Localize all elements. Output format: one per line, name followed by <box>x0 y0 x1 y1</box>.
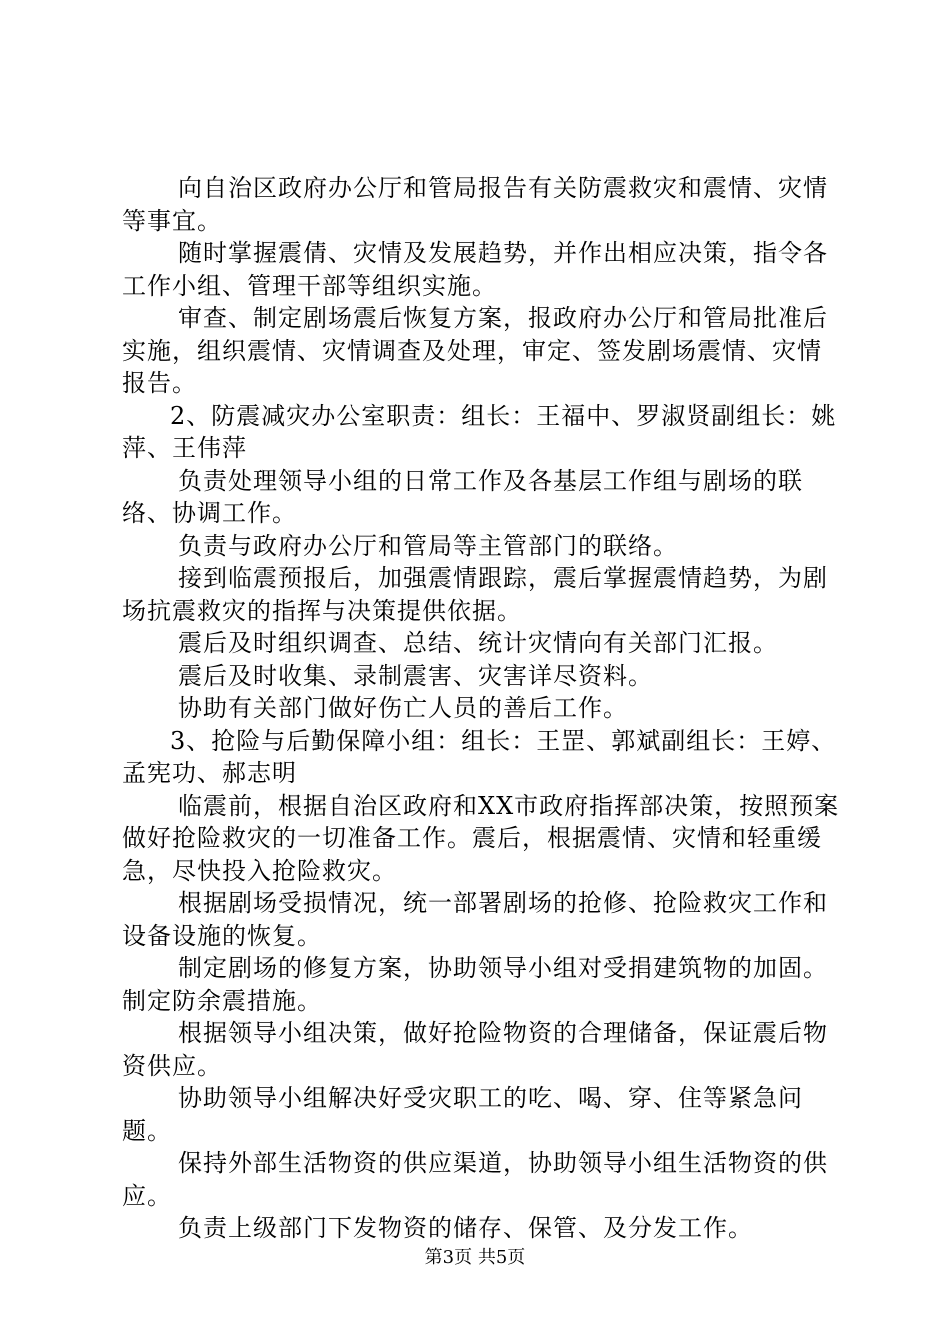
paragraph-5: 负责处理领导小组的日常工作及各基层工作组与剧场的联络、协调工作。 <box>122 466 803 527</box>
paragraph-14: 制定剧场的修复方案，协助领导小组对受捐建筑物的加固。制定防余震措施。 <box>122 954 828 1015</box>
section-heading-rescue: 3、抢险与后勤保障小组：组长：王罡、郭斌副组长：王婷、孟宪功、郝志明 <box>122 726 837 787</box>
paragraph-18: 负责上级部门下发物资的储存、保管、及分发工作。 <box>178 1214 753 1242</box>
paragraph-7: 接到临震预报后，加强震情跟踪，震后掌握震情趋势，为剧场抗震救灾的指挥与决策提供依据。 <box>122 564 828 625</box>
paragraph-12: 临震前，根据自治区政府和XX市政府指挥部决策，按照预案做好抢险救灾的一切准备工作。震后，根据震情、灾情和轻重缓急，尽快投入抢险救灾。 <box>122 791 840 885</box>
paragraph-10: 协助有关部门做好伤亡人员的善后工作。 <box>178 694 628 722</box>
section-heading-office: 2、防震减灾办公室职责：组长：王福中、罗淑贤副组长：姚萍、王伟萍 <box>122 401 837 462</box>
paragraph-15: 根据领导小组决策，做好抢险物资的合理储备，保证震后物资供应。 <box>122 1019 828 1080</box>
paragraph-3: 审查、制定剧场震后恢复方案，报政府办公厅和管局批准后实施，组织震情、灾情调查及处理，审定、签发剧场震情、灾情报告。 <box>122 304 828 397</box>
paragraph-1: 向自治区政府办公厅和管局报告有关防震救灾和震情、灾情等事宜。 <box>122 174 828 235</box>
paragraph-9: 震后及时收集、录制震害、灾害详尽资料。 <box>178 661 653 690</box>
paragraph-2: 随时掌握震倩、灾情及发展趋势，并作出相应决策，指令各工作小组、管理干部等组织实施。 <box>122 239 828 300</box>
paragraph-16: 协助领导小组解决好受灾职工的吃、喝、穿、住等紧急问题。 <box>122 1084 803 1145</box>
paragraph-13: 根据剧场受损情况，统一部署剧场的抢修、抢险救灾工作和设备设施的恢复。 <box>122 889 828 950</box>
paragraph-6: 负责与政府办公厅和管局等主管部门的联络。 <box>178 531 678 560</box>
page-number-footer: 第3页 共5页 <box>424 1247 526 1268</box>
paragraph-8: 震后及时组织调查、总结、统计灾情向有关部门汇报。 <box>178 629 778 657</box>
document-body <box>122 172 842 1245</box>
paragraph-17: 保持外部生活物资的供应渠道，协助领导小组生活物资的供应。 <box>122 1149 828 1210</box>
